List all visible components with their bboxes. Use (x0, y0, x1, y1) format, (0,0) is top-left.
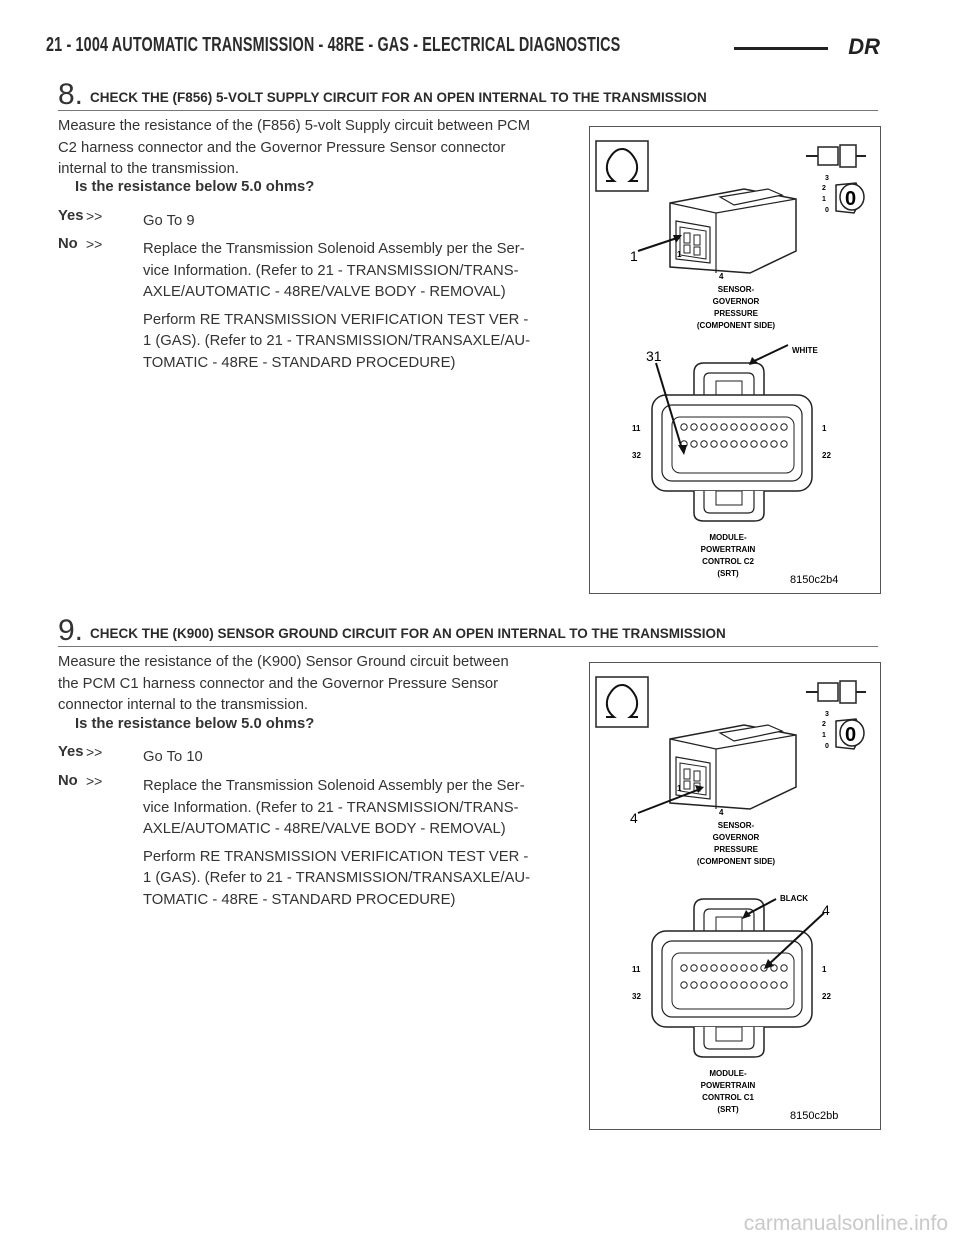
sensor-pin-4: 4 (719, 808, 724, 817)
module-label-line: POWERTRAIN (700, 1081, 756, 1090)
connector-pin (761, 441, 767, 447)
module-label-line: POWERTRAIN (700, 545, 756, 554)
no-label: No (58, 773, 78, 789)
sensor-pin-1: 1 (677, 250, 682, 259)
connector-pin (731, 424, 737, 430)
perform-line: 1 (GAS). (Refer to 21 - TRANSMISSION/TRANSAXLE/AU- (143, 870, 531, 886)
perform-line: 1 (GAS). (Refer to 21 - TRANSMISSION/TRANSAXLE/AU- (143, 333, 531, 349)
connector-pin (681, 982, 687, 988)
pcm-connector (652, 899, 812, 1057)
module-label-line: MODULE- (709, 533, 747, 542)
connector-pin (731, 965, 737, 971)
no-action-line: AXLE/AUTOMATIC - 48RE/VALVE BODY - REMOVAL) (143, 284, 506, 300)
connector-pin (731, 441, 737, 447)
connector-pin (751, 965, 757, 971)
yes-label: Yes (58, 208, 84, 224)
perform-line: TOMATIC - 48RE - STANDARD PROCEDURE) (143, 891, 456, 908)
sensor-label-line: (COMPONENT SIDE) (696, 321, 776, 330)
connector-pin (781, 982, 787, 988)
meter-probe-icon (806, 681, 866, 703)
pin-1-label: 1 (822, 424, 827, 433)
instruction-line: Measure the resistance of the (K900) Sensor Ground circuit between (58, 654, 509, 670)
connector-pin (701, 965, 707, 971)
connector-pin (681, 965, 687, 971)
pin-32-label: 32 (632, 992, 641, 1001)
sensor-pin-1: 1 (677, 784, 682, 793)
module-label-line: (SRT) (717, 1105, 739, 1114)
meter-scale-1: 1 (822, 196, 826, 203)
step-heading (58, 78, 878, 111)
no-action-line: AXLE/AUTOMATIC - 48RE/VALVE BODY - REMOVAL) (143, 821, 506, 837)
perform-line: TOMATIC - 48RE - STANDARD PROCEDURE) (143, 354, 456, 371)
connector-pin (721, 424, 727, 430)
instruction-text (58, 652, 558, 717)
connector-diagram (590, 127, 880, 593)
connector-pin (701, 441, 707, 447)
question: Is the resistance below 5.0 ohms? (75, 179, 315, 195)
pin-1-label: 1 (822, 965, 827, 974)
brand-mark: DR (848, 34, 880, 59)
connector-pin (691, 965, 697, 971)
meter-scale-0: 0 (825, 207, 829, 214)
step-title: CHECK THE (K900) SENSOR GROUND CIRCUIT FOR AN OPEN INTERNAL TO THE TRANSMISSION (90, 626, 726, 641)
sensor-callout: 1 (630, 248, 638, 264)
sensor-label-line: SENSOR- (717, 821, 755, 830)
question: Is the resistance below 5.0 ohms? (75, 716, 315, 732)
connector-pin (761, 982, 767, 988)
yes-action: Go To 9 (143, 213, 195, 229)
no-action-line: vice Information. (Refer to 21 - TRANSMISSION/TRANS- (143, 799, 519, 816)
no-action-line: vice Information. (Refer to 21 - TRANSMISSION/TRANS- (143, 262, 519, 279)
meter-probe-icon (806, 145, 866, 167)
connector-pin (691, 424, 697, 430)
connector-pin (751, 424, 757, 430)
step-number: 8. (58, 78, 84, 111)
sensor-label-line: GOVERNOR (712, 297, 760, 306)
connector-pin (781, 441, 787, 447)
governor-sensor-connector (670, 189, 796, 273)
figure-8150c2b4 (589, 126, 881, 594)
sensor-label-line: GOVERNOR (712, 833, 760, 842)
module-pin-callout: 31 (646, 348, 662, 364)
connector-pin (771, 441, 777, 447)
no-action (143, 239, 563, 374)
connector-pin (711, 982, 717, 988)
meter-scale-2: 2 (822, 185, 826, 192)
pin-22-label: 22 (822, 992, 831, 1001)
figure-id: 8150c2b4 (790, 574, 839, 586)
instruction-line: connector internal to the transmission. (58, 697, 309, 713)
connector-pin (721, 965, 727, 971)
connector-pin (731, 982, 737, 988)
sensor-label-line: SENSOR- (717, 285, 755, 294)
pin-11-label: 11 (632, 424, 641, 433)
instruction-line: Measure the resistance of the (F856) 5-volt Supply circuit between PCM (58, 118, 531, 134)
no-label: No (58, 236, 78, 252)
no-action-line: Replace the Transmission Solenoid Assembly per the Ser- (143, 241, 525, 257)
instruction-line: C2 harness connector and the Governor Pressure Sensor connector (58, 139, 506, 156)
connector-pin (751, 441, 757, 447)
pin-11-label: 11 (632, 965, 641, 974)
page-header (46, 34, 880, 74)
module-label-line: MODULE- (709, 1069, 747, 1078)
connector-pin (741, 441, 747, 447)
sensor-label-line: PRESSURE (713, 309, 759, 318)
watermark: carmanualsonline.info (743, 1212, 948, 1235)
instruction-line: the PCM C1 harness connector and the Governor Pressure Sensor (58, 675, 499, 692)
governor-sensor-connector (670, 725, 796, 809)
connector-pin (691, 982, 697, 988)
connector-pin (721, 441, 727, 447)
connector-pin (781, 424, 787, 430)
yes-label: Yes (58, 744, 84, 760)
meter-scale-0: 0 (825, 743, 829, 750)
connector-pin (691, 441, 697, 447)
header-rule (734, 47, 828, 50)
wire-leader-line (750, 345, 788, 363)
instruction-text (58, 116, 558, 181)
connector-pin (711, 441, 717, 447)
meter-scale-1: 1 (822, 732, 826, 739)
perform-line: Perform RE TRANSMISSION VERIFICATION TEST VER - (143, 311, 529, 328)
wire-color-label: WHITE (792, 346, 818, 355)
pcm-connector (652, 363, 812, 521)
wire-color-label: BLACK (780, 894, 808, 903)
connector-pin (741, 965, 747, 971)
step-number: 9. (58, 614, 84, 647)
sensor-label-line: (COMPONENT SIDE) (696, 857, 776, 866)
connector-pin (711, 424, 717, 430)
meter-reading: 0 (845, 724, 857, 746)
figure-id: 8150c2bb (790, 1110, 839, 1122)
connector-pin (701, 982, 707, 988)
no-action (143, 776, 563, 911)
meter-scale-2: 2 (822, 721, 826, 728)
connector-pin (771, 982, 777, 988)
connector-pin (721, 982, 727, 988)
meter-scale-3: 3 (825, 711, 829, 718)
connector-pin (771, 424, 777, 430)
step-heading (58, 614, 878, 647)
connector-diagram (590, 663, 880, 1129)
no-action-line: Replace the Transmission Solenoid Assembly per the Ser- (143, 778, 525, 794)
figure-8150c2bb (589, 662, 881, 1130)
sensor-callout: 4 (630, 810, 638, 826)
yes-arrow: >> (86, 208, 103, 224)
connector-pin (761, 424, 767, 430)
sensor-pin-4: 4 (719, 272, 724, 281)
module-label-line: CONTROL C1 (702, 1093, 754, 1102)
meter-scale-3: 3 (825, 175, 829, 182)
meter-reading: 0 (845, 188, 857, 210)
connector-pin (741, 424, 747, 430)
no-arrow: >> (86, 236, 103, 252)
yes-action: Go To 10 (143, 749, 203, 765)
connector-pin (741, 982, 747, 988)
module-label-line: CONTROL C2 (702, 557, 754, 566)
module-label-line: (SRT) (717, 569, 739, 578)
connector-pin (781, 965, 787, 971)
module-pin-callout: 4 (822, 902, 830, 918)
perform-line: Perform RE TRANSMISSION VERIFICATION TEST VER - (143, 848, 529, 865)
sensor-label-line: PRESSURE (713, 845, 759, 854)
instruction-line: internal to the transmission. (58, 161, 239, 177)
connector-pin (751, 982, 757, 988)
connector-pin (701, 424, 707, 430)
page-title: 21 - 1004 AUTOMATIC TRANSMISSION - 48RE - GAS - ELECTRICAL DIAGNOSTICS (46, 34, 621, 56)
pin-32-label: 32 (632, 451, 641, 460)
yes-arrow: >> (86, 744, 103, 760)
connector-pin (681, 424, 687, 430)
pin-22-label: 22 (822, 451, 831, 460)
connector-pin (711, 965, 717, 971)
no-arrow: >> (86, 773, 103, 789)
step-title: CHECK THE (F856) 5-VOLT SUPPLY CIRCUIT FOR AN OPEN INTERNAL TO THE TRANSMISSION (90, 90, 707, 105)
